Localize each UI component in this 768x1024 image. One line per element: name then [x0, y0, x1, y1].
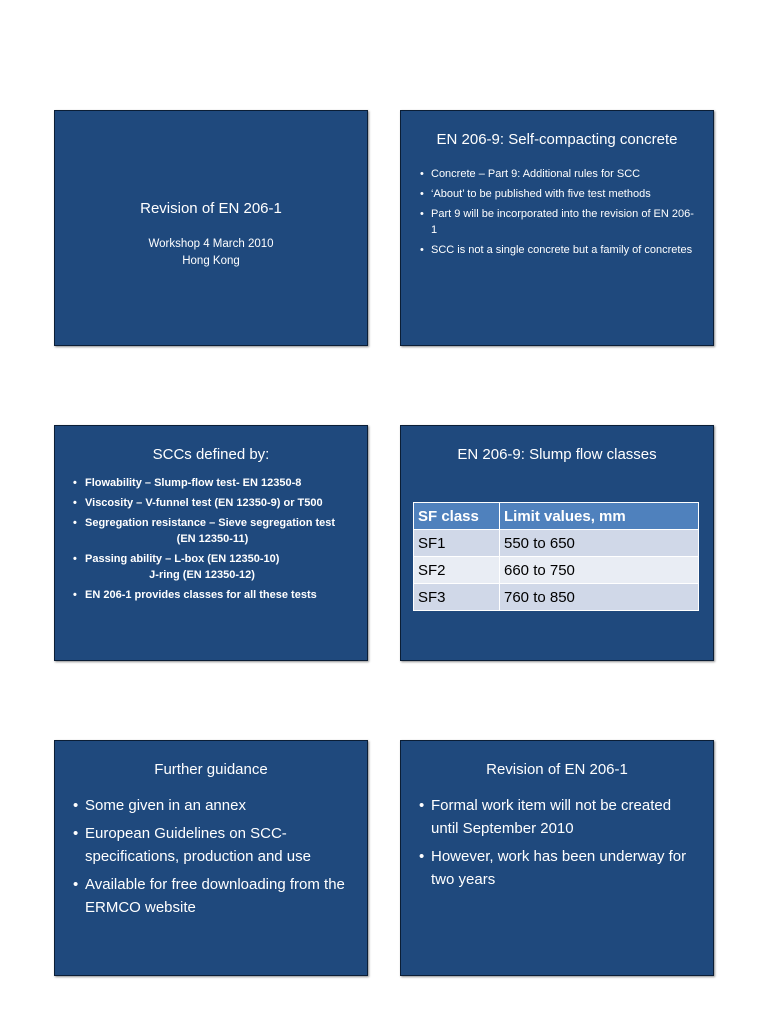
bullet-icon: •	[419, 797, 425, 814]
bullet-text: Viscosity – V-funnel test (EN 12350-9) or T500	[85, 497, 323, 509]
bullet-item	[73, 822, 353, 868]
slide-title: Revision of EN 206-1	[486, 761, 628, 778]
bullet-text: Available for free downloading from the ERMCO website	[85, 876, 345, 916]
bullet-item	[73, 551, 359, 583]
bullet-text: ‘About’ to be published with five test methods	[431, 188, 651, 200]
bullet-icon: •	[420, 244, 424, 256]
bullet-text: Concrete – Part 9: Additional rules for SCC	[431, 168, 641, 180]
bullet-item	[420, 242, 699, 258]
table-row	[414, 557, 699, 584]
bullet-item	[419, 845, 699, 891]
bullet-item	[420, 166, 699, 182]
bullet-icon: •	[73, 553, 77, 565]
bullet-text: Flowability – Slump-flow test- EN 12350-8	[85, 477, 302, 489]
slide-title: Further guidance	[154, 761, 268, 778]
bullet-icon: •	[73, 589, 77, 601]
slide-1	[54, 110, 368, 346]
slide-title: SCCs defined by:	[152, 446, 270, 463]
bullet-icon: •	[419, 848, 425, 865]
bullet-icon: •	[73, 876, 79, 893]
bullet-list	[73, 475, 359, 603]
bullet-item	[73, 515, 359, 547]
bullet-text: However, work has been underway for two years	[431, 848, 687, 888]
bullet-icon: •	[73, 477, 77, 489]
bullet-item	[73, 794, 353, 817]
bullet-text: EN 206-1 provides classes for all these tests	[85, 589, 317, 601]
slide-title: EN 206-9: Self-compacting concrete	[436, 131, 678, 148]
bullet-text: European Guidelines on SCC-specifications, production and use	[85, 825, 311, 865]
slide-3	[54, 425, 368, 661]
table-cell: 550 to 650	[500, 530, 699, 557]
bullet-text: Segregation resistance – Sieve segregation test (EN 12350-11)	[85, 517, 336, 545]
slide-title: Revision of EN 206-1	[140, 200, 282, 217]
slump-flow-table	[413, 502, 699, 611]
bullet-item	[419, 794, 699, 840]
slide-4	[400, 425, 714, 661]
slide-subtitle	[55, 236, 367, 270]
bullet-icon: •	[73, 797, 79, 814]
bullet-icon: •	[73, 517, 77, 529]
bullet-item	[420, 186, 699, 202]
bullet-text: Some given in an annex	[85, 797, 246, 814]
bullet-text: Passing ability – L-box (EN 12350-10) J-ring (EN 12350-12)	[85, 553, 280, 581]
table-header-cell: Limit values, mm	[500, 503, 699, 530]
bullet-item	[73, 475, 359, 491]
bullet-item	[73, 873, 353, 919]
table-cell: SF3	[414, 584, 500, 611]
table-header-cell: SF class	[414, 503, 500, 530]
bullet-icon: •	[73, 825, 79, 842]
table-cell: 760 to 850	[500, 584, 699, 611]
bullet-icon: •	[73, 497, 77, 509]
bullet-icon: •	[420, 168, 424, 180]
slide-6	[400, 740, 714, 976]
bullet-icon: •	[420, 188, 424, 200]
bullet-item	[73, 495, 359, 511]
table-row	[414, 584, 699, 611]
table-cell: SF1	[414, 530, 500, 557]
table-cell: SF2	[414, 557, 500, 584]
bullet-text: Part 9 will be incorporated into the revision of EN 206-1	[431, 208, 694, 236]
bullet-list	[73, 794, 353, 919]
bullet-item	[420, 206, 699, 238]
bullet-list	[420, 166, 699, 258]
bullet-item	[73, 587, 359, 603]
bullet-list	[419, 794, 699, 891]
subtitle-line: Hong Kong	[182, 255, 240, 267]
table-row	[414, 530, 699, 557]
table-header-row	[414, 503, 699, 530]
bullet-icon: •	[420, 208, 424, 220]
bullet-text: SCC is not a single concrete but a family of concretes	[431, 244, 693, 256]
table-cell: 660 to 750	[500, 557, 699, 584]
subtitle-line: Workshop 4 March 2010	[148, 238, 274, 250]
bullet-text: Formal work item will not be created until September 2010	[431, 797, 672, 837]
slide-title: EN 206-9: Slump flow classes	[457, 446, 657, 463]
slide-2	[400, 110, 714, 346]
slide-5	[54, 740, 368, 976]
